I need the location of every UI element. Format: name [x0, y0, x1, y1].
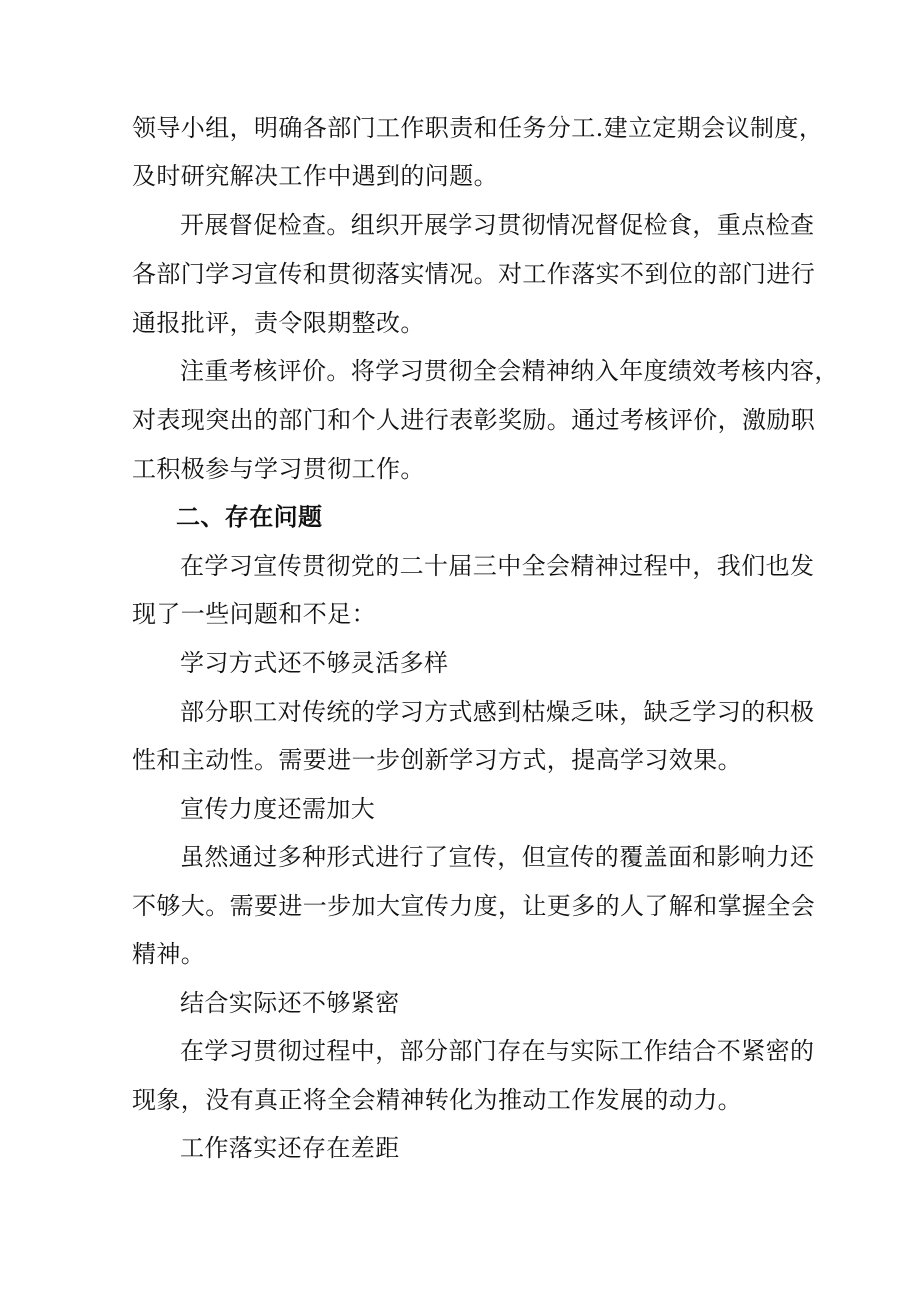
body-text-line: 性和主动性。需要进一步创新学习方式，提高学习效果。 [132, 746, 742, 774]
subheading: 工作落实还存在差距 [180, 1134, 400, 1162]
body-text-line: 及时研究解决工作中遇到的问题。 [132, 162, 498, 190]
paragraph-first-line: 注重考核评价。将学习贯彻全会精神纳入年度绩效考核内容， [180, 357, 839, 385]
paragraph-first-line: 开展督促检查。组织开展学习贯彻情况督促检食，重点检查 [180, 211, 815, 239]
body-text-line: 精神。 [132, 940, 206, 968]
body-text-line: 工积极参与学习贯彻工作。 [132, 455, 425, 483]
subheading: 宣传力度还需加大 [180, 795, 376, 823]
body-text-line: 领导小组，明确各部门工作职责和任务分工.建立定期会议制度， [132, 114, 824, 142]
body-text-line: 现了一些问题和不足： [132, 600, 376, 628]
body-text-line: 对表现突出的部门和个人进行表彰奖励。通过考核评价，激励职 [132, 406, 816, 434]
paragraph-first-line: 在学习宣传贯彻党的二十届三中全会精神过程中，我们也发 [180, 552, 815, 580]
body-text-line: 不够大。需要进一步加大宣传力度，让更多的人了解和掌握全会 [132, 892, 816, 920]
body-text-line: 通报批评，责令限期整改。 [132, 309, 425, 337]
subheading: 结合实际还不够紧密 [180, 989, 400, 1017]
body-text-line: 各部门学习宣传和贯彻落实情况。对工作落实不到位的部门进行 [132, 260, 816, 288]
subheading: 学习方式还不够灵活多样 [180, 649, 449, 677]
paragraph-first-line: 部分职工对传统的学习方式感到枯燥乏味，缺乏学习的积极 [180, 698, 815, 726]
section-heading: 二、存在问题 [176, 502, 323, 531]
paragraph-first-line: 虽然通过多种形式进行了宣传，但宣传的覆盖面和影响力还 [180, 843, 815, 871]
paragraph-first-line: 在学习贯彻过程中，部分部门存在与实际工作结合不紧密的 [180, 1037, 815, 1065]
body-text-line: 现象，没有真正将全会精神转化为推动工作发展的动力。 [132, 1086, 742, 1114]
